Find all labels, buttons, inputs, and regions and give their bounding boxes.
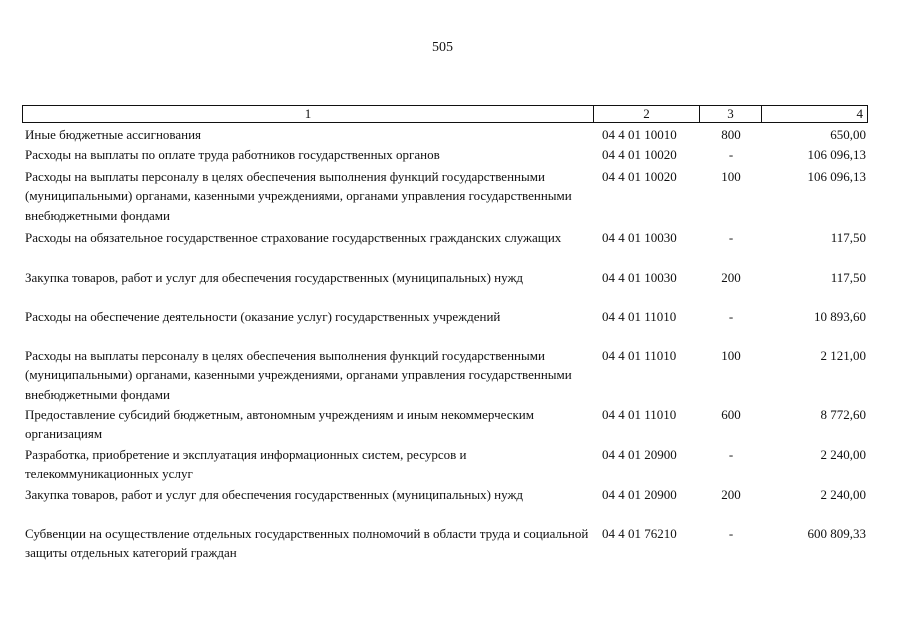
- row-description: Расходы на выплаты персоналу в целях обеспечения выполнения функций государственными (муниципальными) органами, казенными учреждениями, органами управления государственными внебюджетными фондами: [25, 169, 572, 223]
- row-code: 04 4 01 11010: [602, 348, 677, 363]
- row-description: Субвенции на осуществление отдельных государственных полномочий в области труда и социальной защиты отдельных категорий граждан: [25, 526, 589, 561]
- row-amount: 117,50: [830, 230, 866, 245]
- row-code: 04 4 01 11010: [602, 309, 677, 324]
- header-cell-kind: 3: [700, 106, 762, 122]
- row-description: Закупка товаров, работ и услуг для обеспечения государственных (муниципальных) нужд: [25, 487, 524, 502]
- row-amount: 8 772,60: [820, 407, 866, 422]
- row-amount: 106 096,13: [807, 169, 866, 184]
- row-kind: -: [728, 230, 734, 245]
- row-amount: 2 240,00: [820, 447, 866, 462]
- row-description: Расходы на обеспечение деятельности (оказание услуг) государственных учреждений: [25, 309, 501, 324]
- row-description: Предоставление субсидий бюджетным, автономным учреждениям и иным некоммерческим организациям: [25, 407, 534, 442]
- row-code: 04 4 01 10020: [602, 169, 677, 184]
- row-code: 04 4 01 20900: [602, 447, 677, 462]
- row-kind: 800: [721, 127, 741, 142]
- row-kind: 100: [721, 348, 741, 363]
- row-amount: 2 121,00: [820, 348, 866, 363]
- row-description: Разработка, приобретение и эксплуатация информационных систем, ресурсов и телекоммуникационных услуг: [25, 447, 467, 482]
- row-kind: 200: [721, 487, 741, 502]
- row-code: 04 4 01 11010: [602, 407, 677, 422]
- row-code: 04 4 01 10030: [602, 270, 677, 285]
- row-amount: 650,00: [830, 127, 866, 142]
- row-kind: -: [728, 447, 734, 462]
- row-kind: 100: [721, 169, 741, 184]
- page-number: 505: [432, 40, 453, 55]
- row-code: 04 4 01 20900: [602, 487, 677, 502]
- header-cell-amount: 4: [856, 106, 863, 121]
- row-kind: 200: [721, 270, 741, 285]
- row-description: Иные бюджетные ассигнования: [25, 127, 202, 142]
- row-amount: 600 809,33: [807, 526, 866, 541]
- row-code: 04 4 01 10030: [602, 230, 677, 245]
- row-kind: -: [728, 147, 734, 162]
- table-header: [22, 105, 868, 123]
- row-description: Закупка товаров, работ и услуг для обеспечения государственных (муниципальных) нужд: [25, 270, 524, 285]
- row-code: 04 4 01 76210: [602, 526, 677, 541]
- row-code: 04 4 01 10020: [602, 147, 677, 162]
- row-amount: 117,50: [830, 270, 866, 285]
- row-amount: 2 240,00: [820, 487, 866, 502]
- row-amount: 10 893,60: [814, 309, 866, 324]
- row-kind: -: [728, 309, 734, 324]
- row-kind: -: [728, 526, 734, 541]
- row-description: Расходы на выплаты по оплате труда работников государственных органов: [25, 147, 440, 162]
- header-cell-code: 2: [594, 106, 700, 122]
- header-cell-description: 1: [23, 106, 594, 122]
- row-description: Расходы на выплаты персоналу в целях обеспечения выполнения функций государственными (муниципальными) органами, казенными учреждениями, органами управления государственными внебюджетными фондами: [25, 348, 572, 402]
- row-kind: 600: [721, 407, 741, 422]
- row-description: Расходы на обязательное государственное страхование государственных гражданских служащих: [25, 230, 562, 245]
- row-amount: 106 096,13: [807, 147, 866, 162]
- row-code: 04 4 01 10010: [602, 127, 677, 142]
